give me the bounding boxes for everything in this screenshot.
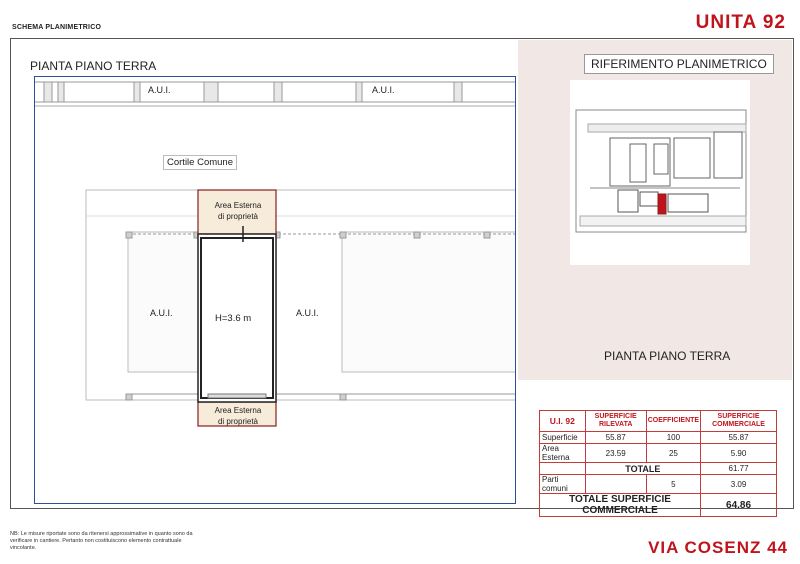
ground-floor-title: PIANTA PIANO TERRA — [604, 349, 731, 363]
aui-label-left: A.U.I. — [150, 308, 173, 318]
table-row — [540, 444, 777, 463]
common-label: Parti comuni — [540, 475, 586, 494]
grand-total-label: TOTALE SUPERFICIE COMMERCIALE — [540, 494, 701, 517]
table-row — [540, 432, 777, 444]
aui-label-top-left: A.U.I. — [148, 85, 171, 95]
section-title: SCHEMA PLANIMETRICO — [12, 24, 102, 31]
aui-label-top-right: A.U.I. — [372, 85, 395, 95]
unit-title: UNITA 92 — [695, 12, 786, 33]
row-commercial: 55.87 — [701, 432, 777, 444]
row-commercial: 5.90 — [701, 444, 777, 463]
external-area-bottom-label — [198, 405, 278, 427]
plan-title: PIANTA PIANO TERRA — [30, 59, 157, 73]
header-commercial-area: SUPERFICIE COMMERCIALE — [701, 411, 777, 432]
surface-table — [539, 410, 777, 517]
disclaimer-note: NB: Le misure riportate sono da ritenersi approssimative in quanto sono da verificare in cantiere. Pertanto non costituiscono elemento contrattuale vincolante. — [10, 531, 193, 551]
address: VIA COSENZ 44 — [648, 538, 788, 557]
reference-site-plan — [570, 80, 750, 265]
total-value: 61.77 — [701, 463, 777, 475]
aui-label-right: A.U.I. — [296, 308, 319, 318]
total-blank-1 — [540, 463, 586, 475]
courtyard-label: Cortile Comune — [163, 155, 237, 170]
header-unit: U.I. 92 — [540, 411, 586, 432]
common-coefficient: 5 — [646, 475, 700, 494]
table-header-row — [540, 411, 777, 432]
header-surveyed-area: SUPERFICIE RILEVATA — [585, 411, 646, 432]
grand-total-value: 64.86 — [701, 494, 777, 517]
plan-border — [34, 76, 516, 504]
external-area-top-label — [198, 200, 278, 222]
grand-total-row — [540, 494, 777, 517]
row-coefficient: 100 — [646, 432, 700, 444]
row-label: Area Esterna — [540, 444, 586, 463]
common-surveyed — [585, 475, 646, 494]
common-parts-row — [540, 475, 777, 494]
row-coefficient: 25 — [646, 444, 700, 463]
reference-title: RIFERIMENTO PLANIMETRICO — [584, 54, 774, 74]
site-plan-drawing — [570, 80, 750, 265]
common-commercial: 3.09 — [701, 475, 777, 494]
row-label: Superficie — [540, 432, 586, 444]
total-label: TOTALE — [585, 463, 700, 475]
external-area-top-line1: Area Esterna — [214, 201, 262, 210]
header-coefficient: COEFFICIENTE — [646, 411, 700, 432]
row-surveyed: 23.59 — [585, 444, 646, 463]
total-row — [540, 463, 777, 475]
row-surveyed: 55.87 — [585, 432, 646, 444]
external-area-top-line2: di proprietà — [217, 212, 259, 221]
external-area-bottom-line2: di proprietà — [217, 417, 259, 426]
external-area-bottom-line1: Area Esterna — [214, 406, 262, 415]
height-label: H=3.6 m — [215, 313, 252, 324]
